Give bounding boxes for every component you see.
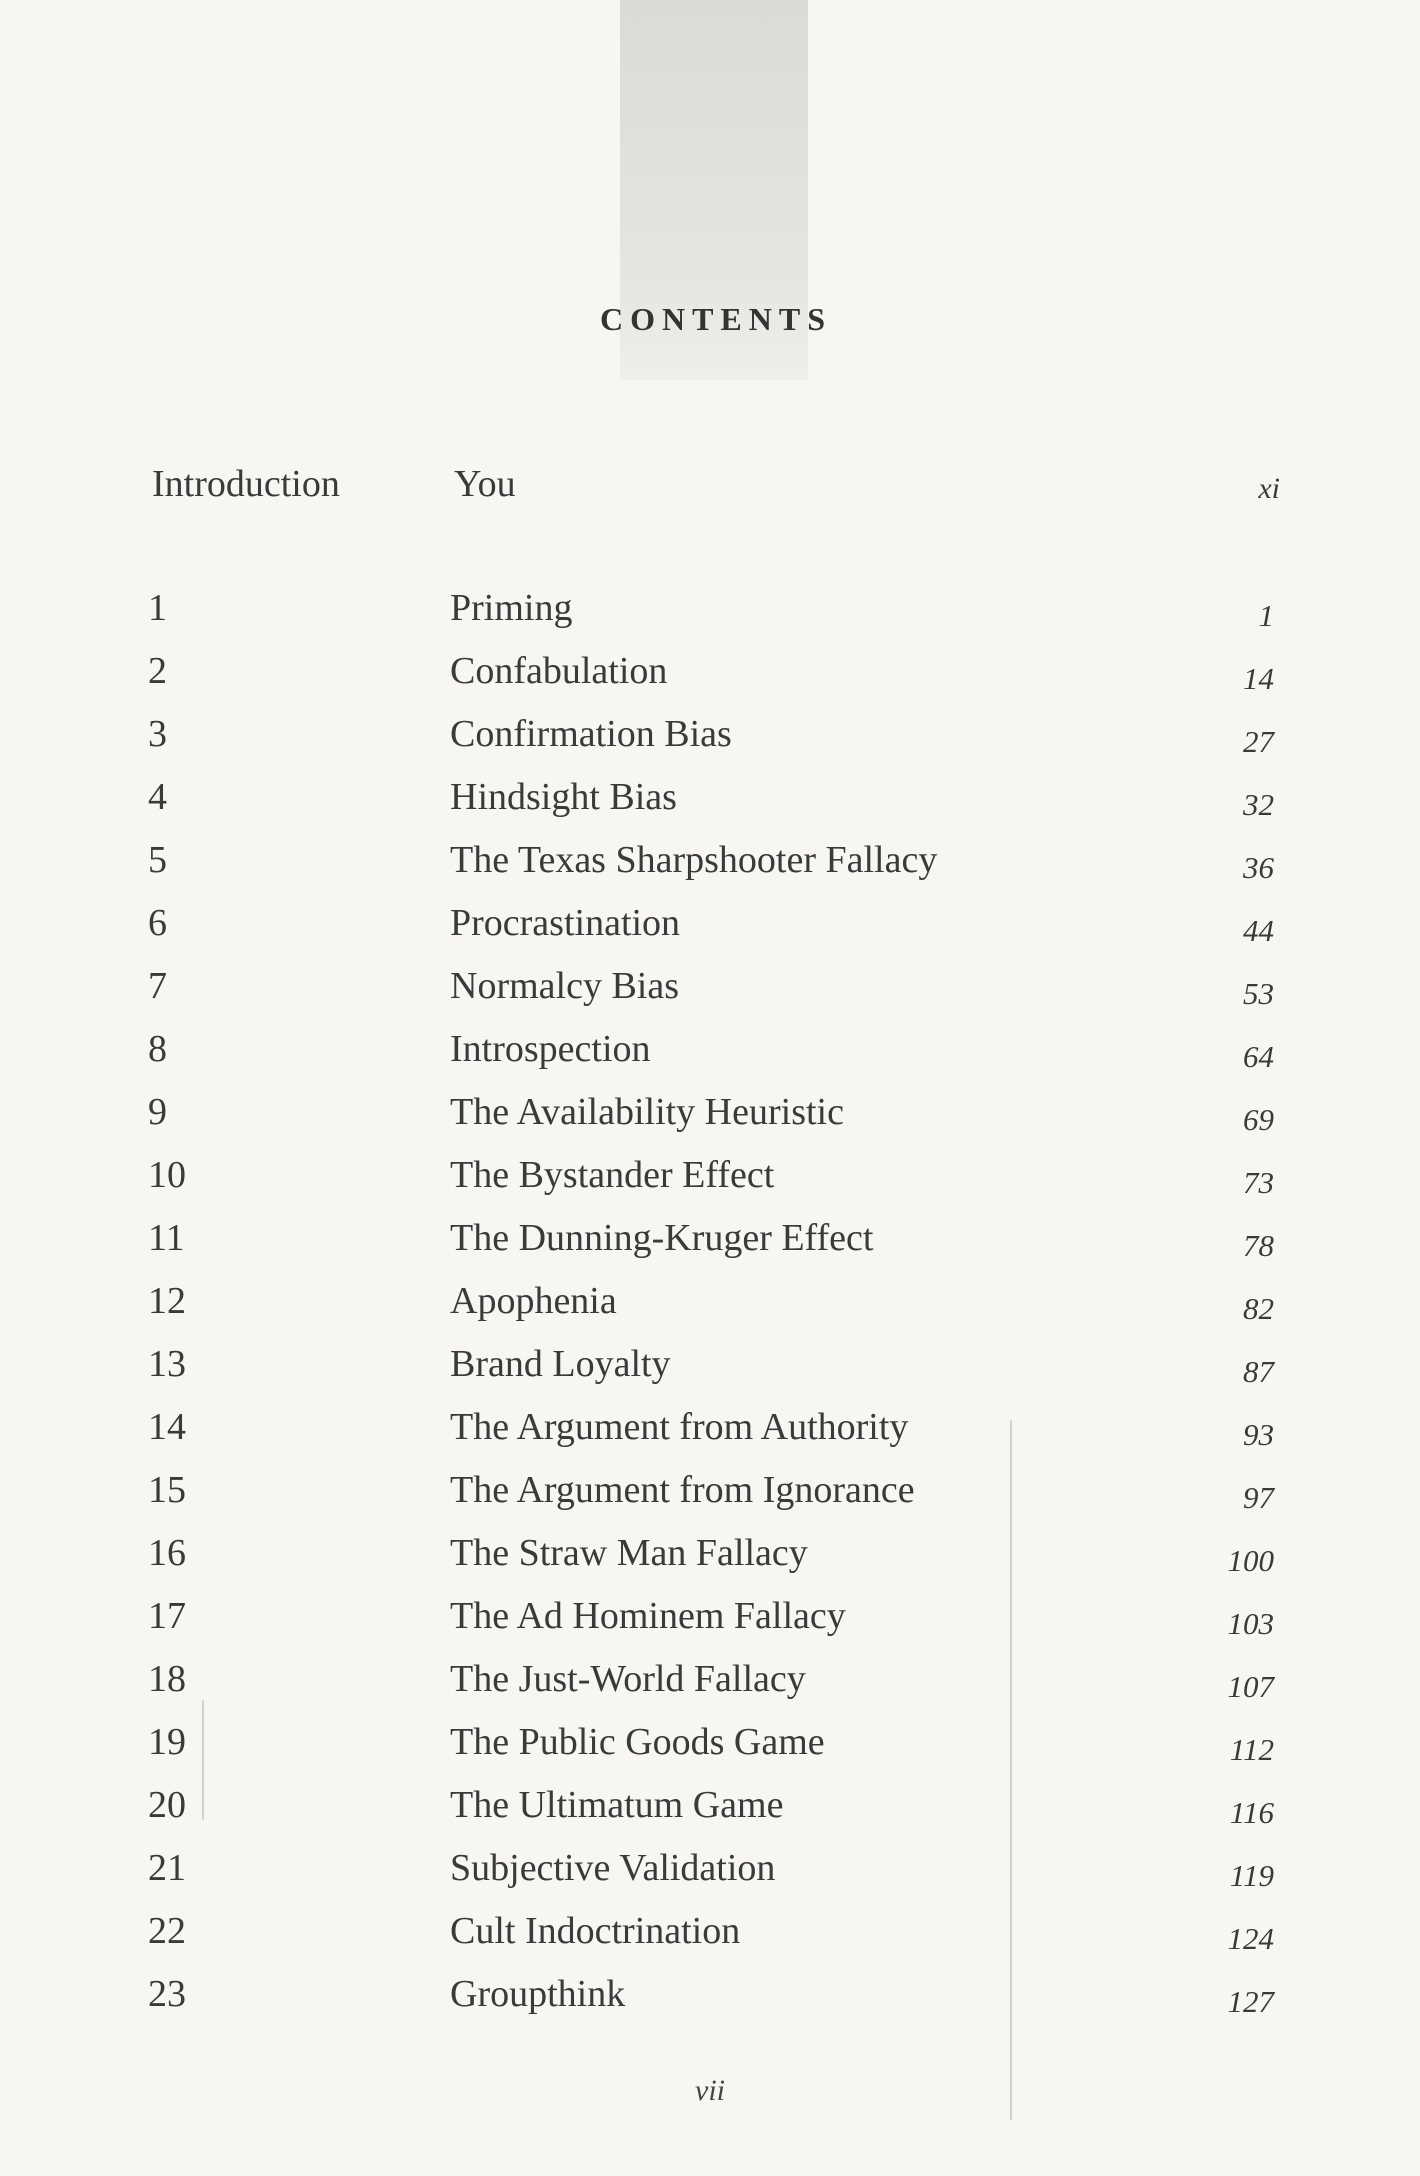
chapter-title: Apophenia [450,1280,617,1322]
chapter-title: The Straw Man Fallacy [450,1532,808,1574]
toc-entry[interactable] [0,649,1420,712]
chapter-number: 5 [148,839,167,881]
page-number: 53 [1243,976,1274,1011]
introduction-page-number: xi [1258,472,1280,505]
chapter-title: Confirmation Bias [450,713,732,755]
page-number: 107 [1227,1669,1274,1704]
page-number: 119 [1229,1858,1274,1893]
chapter-title: The Argument from Ignorance [450,1469,915,1511]
toc-entry[interactable] [0,1972,1420,2035]
toc-entry[interactable] [0,1216,1420,1279]
chapter-title: Hindsight Bias [450,776,677,818]
toc-entry[interactable] [0,1090,1420,1153]
page-number: 124 [1227,1921,1274,1956]
page-number: 78 [1243,1228,1274,1263]
introduction-label: Introduction [152,463,340,505]
chapter-title: The Availability Heuristic [450,1091,844,1133]
chapter-number: 6 [148,902,167,944]
toc-entry[interactable] [0,1468,1420,1531]
page-number: 103 [1227,1606,1274,1641]
page-number: 69 [1243,1102,1274,1137]
chapter-number: 8 [148,1028,167,1070]
chapter-title: The Texas Sharpshooter Fallacy [450,839,938,881]
toc-entry[interactable] [0,1909,1420,1972]
toc-entry[interactable] [0,712,1420,775]
chapter-number: 4 [148,776,167,818]
toc-entry[interactable] [0,901,1420,964]
chapter-number: 19 [148,1721,186,1763]
chapter-title: The Ultimatum Game [450,1784,784,1826]
chapter-number: 9 [148,1091,167,1133]
page-number: 87 [1243,1354,1274,1389]
chapter-number: 1 [148,587,167,629]
page-number: 14 [1243,661,1274,696]
chapter-number: 12 [148,1280,186,1322]
page-number: 32 [1243,787,1274,822]
chapter-number: 17 [148,1595,186,1637]
page-number: 36 [1243,850,1274,885]
chapter-title: Introspection [450,1028,651,1070]
toc-entry[interactable] [0,838,1420,901]
page-number: 1 [1258,598,1274,633]
page-number: 93 [1243,1417,1274,1452]
toc-list [0,586,1420,2035]
page-number: 64 [1243,1039,1274,1074]
chapter-title: Confabulation [450,650,668,692]
toc-entry[interactable] [0,1153,1420,1216]
chapter-title: Cult Indoctrination [450,1910,741,1952]
toc-entry[interactable] [0,775,1420,838]
toc-entry[interactable] [0,1657,1420,1720]
chapter-number: 18 [148,1658,186,1700]
chapter-title: Groupthink [450,1973,626,2015]
page-number: 97 [1243,1480,1274,1515]
toc-entry[interactable] [0,1594,1420,1657]
toc-entry[interactable] [0,1783,1420,1846]
chapter-title: The Argument from Authority [450,1406,909,1448]
chapter-number: 10 [148,1154,186,1196]
chapter-title: Subjective Validation [450,1847,776,1889]
page-number: 116 [1229,1795,1274,1830]
chapter-number: 13 [148,1343,186,1385]
chapter-title: Normalcy Bias [450,965,680,1007]
introduction-title: You [454,463,516,505]
page-number: 73 [1243,1165,1274,1200]
toc-entry[interactable] [0,586,1420,649]
toc-entry[interactable] [0,964,1420,1027]
chapter-title: The Bystander Effect [450,1154,775,1196]
chapter-title: Brand Loyalty [450,1343,671,1385]
chapter-title: Priming [450,587,573,629]
chapter-number: 2 [148,650,167,692]
toc-entry[interactable] [0,1531,1420,1594]
toc-entry[interactable] [0,1279,1420,1342]
chapter-title: The Ad Hominem Fallacy [450,1595,846,1637]
chapter-title: The Just-World Fallacy [450,1658,806,1700]
page-number: 127 [1227,1984,1274,2019]
chapter-title: Procrastination [450,902,681,944]
chapter-number: 20 [148,1784,186,1826]
page-number: 82 [1243,1291,1274,1326]
toc-entry[interactable] [0,1027,1420,1090]
toc-introduction-row[interactable] [0,462,1420,514]
page-number: 27 [1243,724,1274,759]
page-number: 100 [1227,1543,1274,1578]
chapter-number: 15 [148,1469,186,1511]
chapter-number: 3 [148,713,167,755]
chapter-number: 14 [148,1406,186,1448]
chapter-number: 22 [148,1910,186,1952]
chapter-number: 7 [148,965,167,1007]
chapter-number: 23 [148,1973,186,2015]
toc-entry[interactable] [0,1405,1420,1468]
chapter-number: 16 [148,1532,186,1574]
toc-entry[interactable] [0,1342,1420,1405]
chapter-number: 21 [148,1847,186,1889]
chapter-title: The Dunning-Kruger Effect [450,1217,874,1259]
chapter-number: 11 [148,1217,185,1259]
page-number: 44 [1243,913,1274,948]
page-folio: vii [695,2074,725,2107]
toc-entry[interactable] [0,1846,1420,1909]
chapter-title: The Public Goods Game [450,1721,825,1763]
toc-entry[interactable] [0,1720,1420,1783]
page-number: 112 [1229,1732,1274,1767]
page-title: CONTENTS [599,301,833,338]
